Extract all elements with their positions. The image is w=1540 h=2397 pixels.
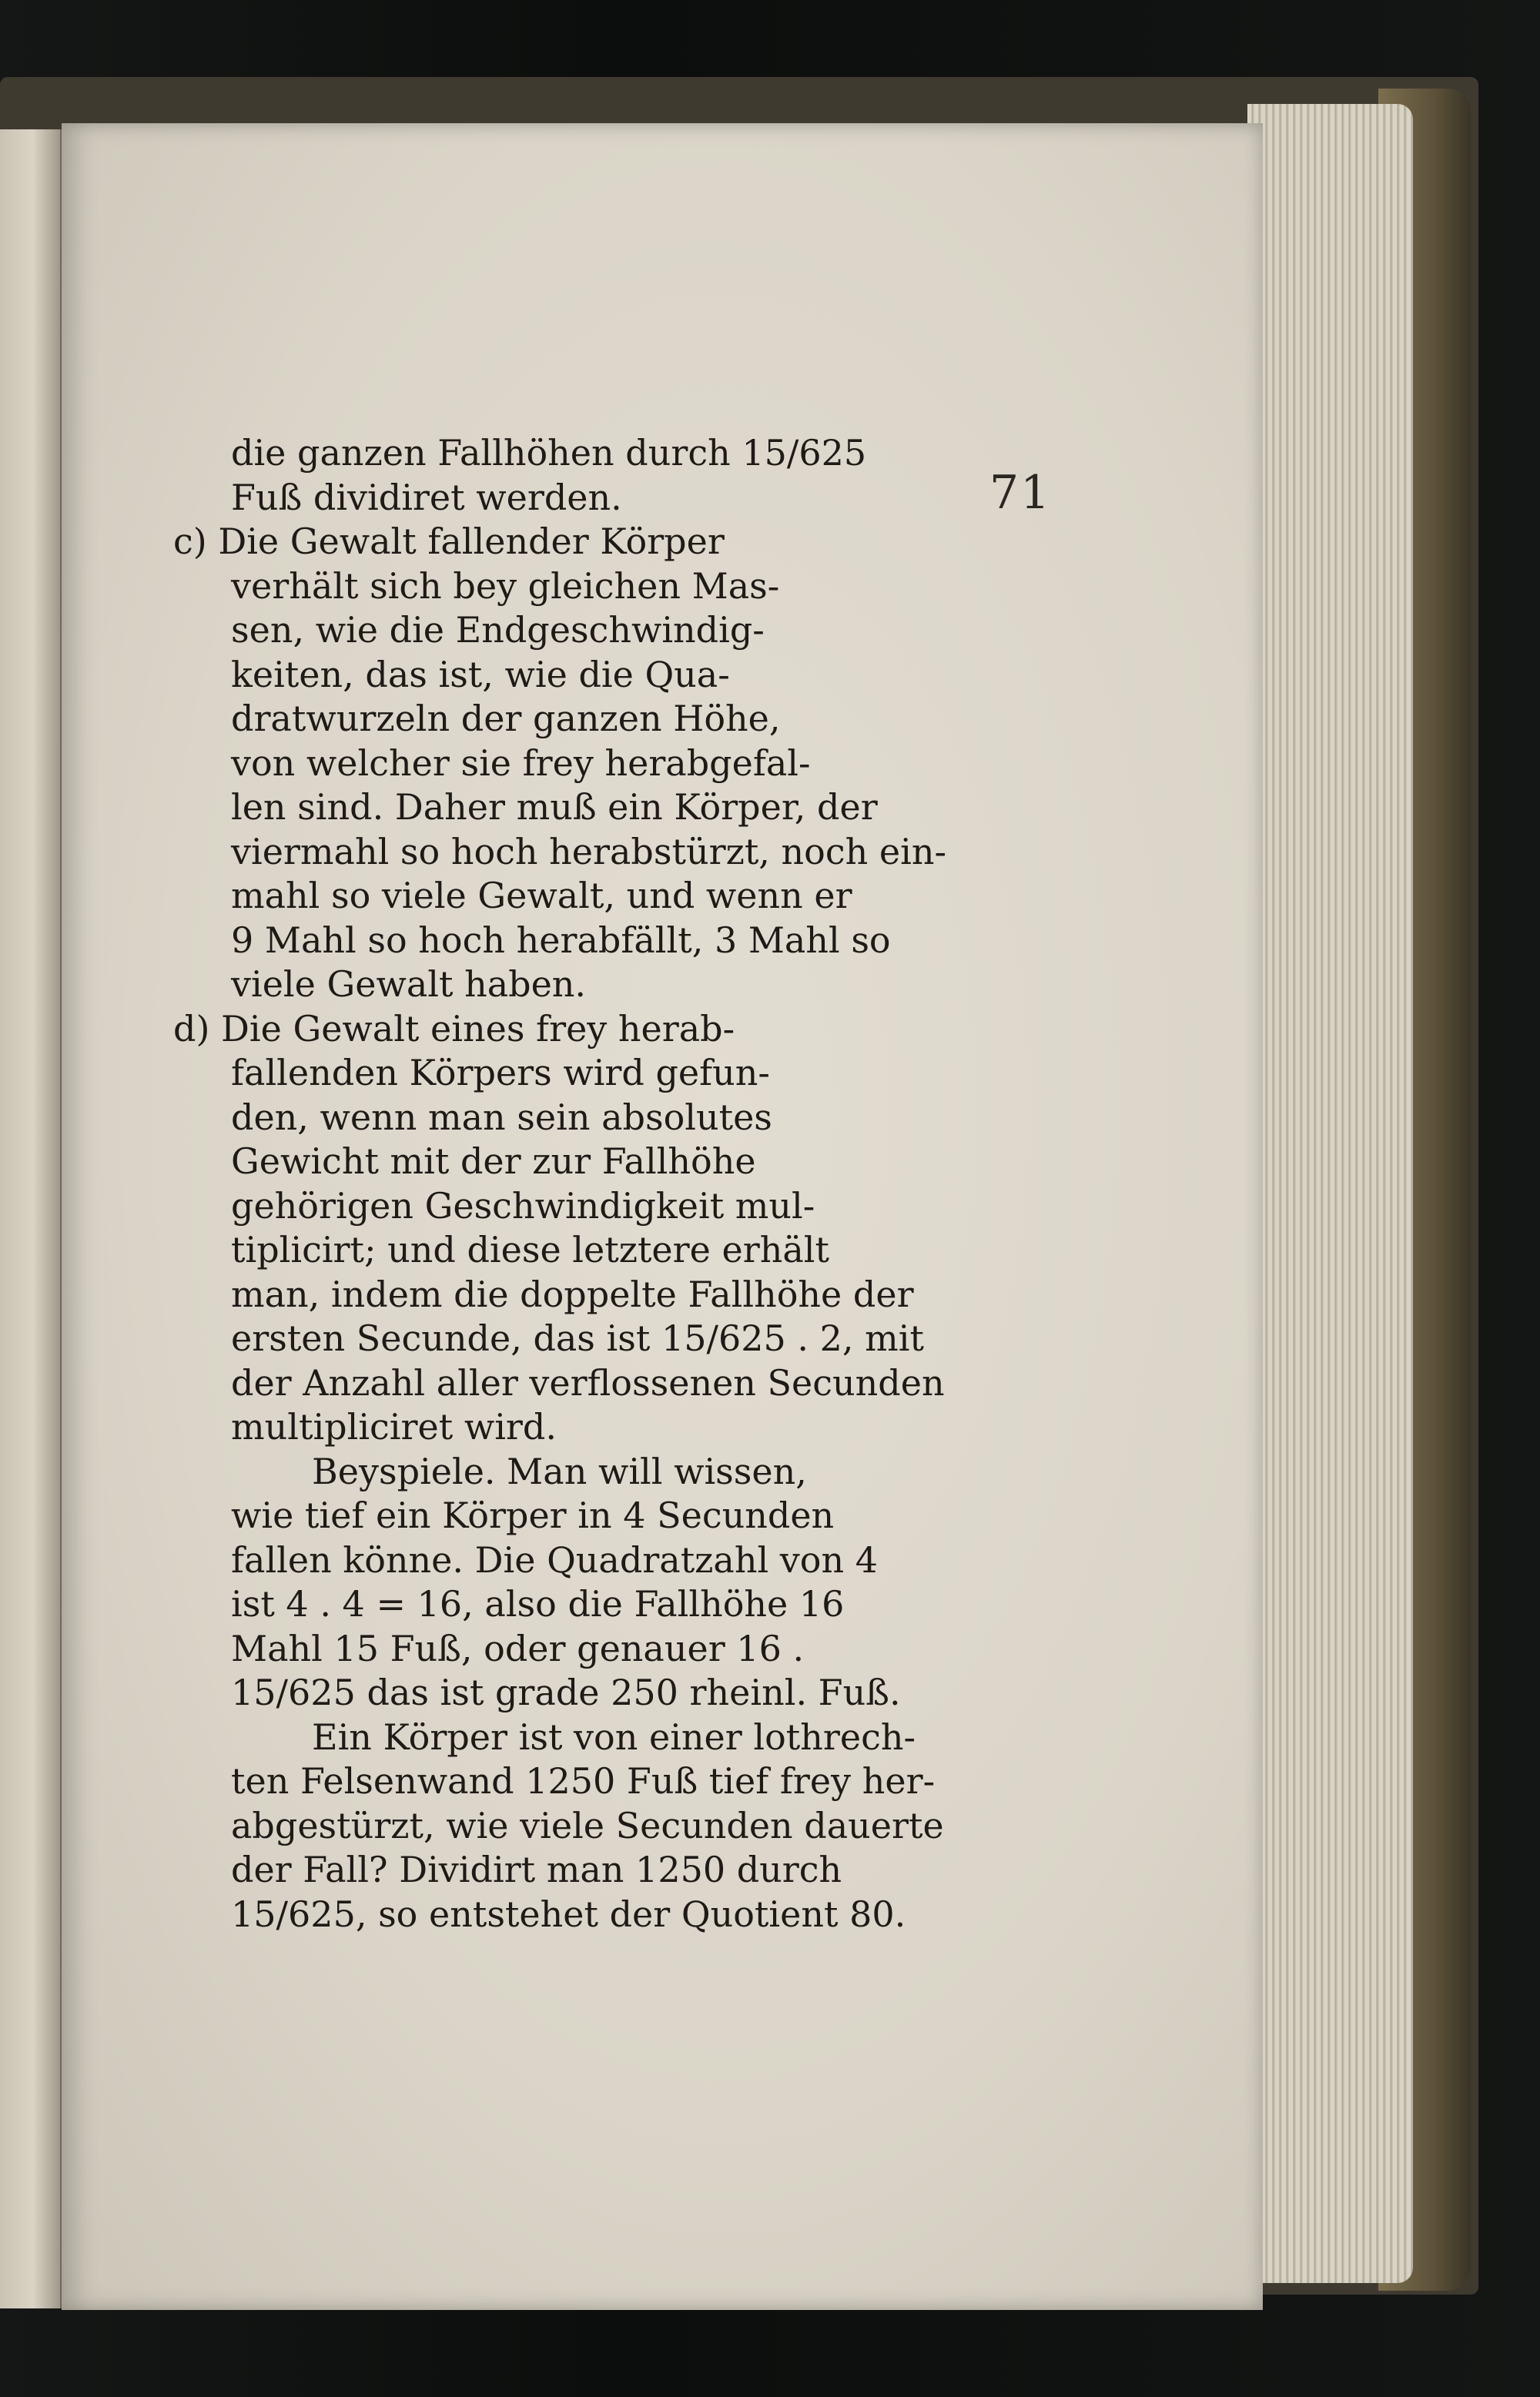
text-line: von welcher sie frey herabgefal- bbox=[231, 742, 811, 784]
text-line: 9 Mahl so hoch herabfällt, 3 Mahl so bbox=[231, 919, 891, 961]
text-line: d) Die Gewalt eines frey herab- bbox=[173, 1007, 735, 1050]
text-line: wie tief ein Körper in 4 Secunden bbox=[231, 1495, 835, 1536]
text-line: len sind. Daher muß ein Körper, der bbox=[231, 786, 878, 828]
text-line: viermahl so hoch herabstürzt, noch ein- bbox=[231, 830, 946, 872]
text-line: ten Felsenwand 1250 Fuß tief frey her- bbox=[231, 1760, 936, 1802]
text-line: mahl so viele Gewalt, und wenn er bbox=[231, 875, 852, 916]
text-line: den, wenn man sein absolutes bbox=[231, 1096, 772, 1138]
text-line: Fuß dividiret werden. bbox=[231, 476, 622, 518]
text-line: der Fall? Dividirt man 1250 durch bbox=[231, 1849, 842, 1890]
text-line: Gewicht mit der zur Fallhöhe bbox=[231, 1140, 756, 1182]
text-line: tiplicirt; und diese letztere erhält bbox=[231, 1229, 829, 1270]
text-line: 15/625, so entstehet der Quotient 80. bbox=[231, 1893, 906, 1935]
text-line: die ganzen Fallhöhen durch 15/625 bbox=[231, 432, 867, 474]
text-line: ersten Secunde, das ist 15/625 . 2, mit bbox=[231, 1317, 924, 1359]
text-line: verhält sich bey gleichen Mas- bbox=[231, 564, 780, 607]
page-text bbox=[173, 431, 1009, 1937]
text-line: multipliciret wird. bbox=[231, 1406, 557, 1448]
text-line: viele Gewalt haben. bbox=[231, 963, 587, 1005]
text-line: abgestürzt, wie viele Secunden dauerte bbox=[231, 1804, 944, 1846]
text-line: dratwurzeln der ganzen Höhe, bbox=[231, 698, 781, 739]
text-line: 15/625 das ist grade 250 rheinl. Fuß. bbox=[231, 1672, 901, 1713]
left-page-edge bbox=[0, 129, 65, 2308]
text-line: man, indem die doppelte Fallhöhe der bbox=[231, 1273, 914, 1315]
text-line: ist 4 . 4 = 16, also die Fallhöhe 16 bbox=[231, 1583, 845, 1625]
page-stack-edges bbox=[1247, 104, 1413, 2283]
page-number: 71 bbox=[989, 466, 1052, 520]
text-line: Ein Körper ist von einer lothrech- bbox=[312, 1716, 916, 1758]
text-line: fallenden Körpers wird gefun- bbox=[231, 1052, 770, 1093]
text-line: c) Die Gewalt fallender Körper bbox=[173, 521, 725, 562]
text-line: der Anzahl aller verflossenen Secunden bbox=[231, 1361, 945, 1404]
text-line: keiten, das ist, wie die Qua- bbox=[231, 653, 730, 695]
text-line: Beyspiele. Man will wissen, bbox=[312, 1450, 807, 1492]
text-line: gehörigen Geschwindigkeit mul- bbox=[231, 1184, 815, 1227]
text-line: fallen könne. Die Quadratzahl von 4 bbox=[231, 1538, 878, 1581]
text-line: Mahl 15 Fuß, oder genauer 16 . bbox=[231, 1627, 805, 1669]
text-line: sen, wie die Endgeschwindig- bbox=[231, 609, 765, 651]
